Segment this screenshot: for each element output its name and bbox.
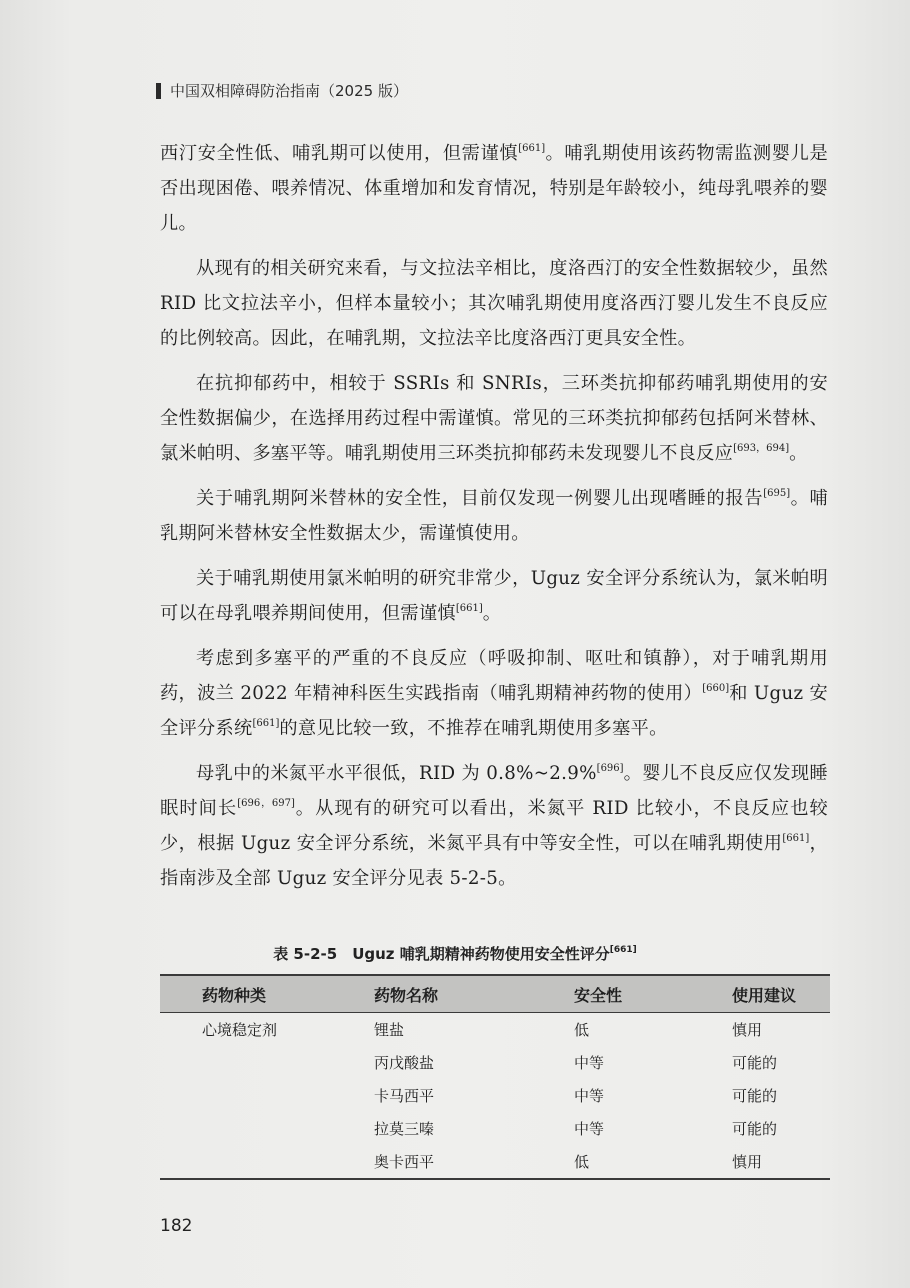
cell-drug-name: 锂盐 [374, 1021, 405, 1039]
table-row [160, 1013, 830, 1047]
cell-drug-name: 丙戊酸盐 [374, 1054, 435, 1072]
running-header [156, 80, 408, 101]
citation: [660] [702, 683, 730, 694]
citation: [661] [609, 945, 637, 955]
header-bar-mark [156, 83, 161, 99]
page-number: 182 [160, 1216, 193, 1236]
cell-safety: 低 [574, 1021, 590, 1039]
paragraph-4: 关于哺乳期阿米替林的安全性，目前仅发现一例婴儿出现嗜睡的报告[695]。哺乳期阿米替林安全性数据太少，需谨慎使用。 [160, 488, 828, 544]
table-row [160, 1112, 830, 1145]
cell-drug-class [160, 1145, 374, 1179]
table-row [160, 1079, 830, 1112]
cell-recommendation: 慎用 [732, 1021, 763, 1039]
cell-drug-class: 心境稳定剂 [202, 1021, 278, 1039]
citation: [661] [455, 603, 483, 614]
table-caption: 表 5-2-5 Uguz 哺乳期精神药物使用安全性评分[661] [273, 945, 637, 963]
cell-recommendation: 可能的 [732, 1054, 778, 1072]
paragraph-6: 考虑到多塞平的严重的不良反应（呼吸抑制、呕吐和镇静），对于哺乳期用药，波兰 2022 年精神科医生实践指南（哺乳期精神药物的使用）[660]和 Uguz 安全评分系统[661]的意见比较一致，不推荐在哺乳期使用多塞平。 [160, 648, 828, 739]
table-header-row [160, 975, 830, 1013]
header-title: 中国双相障碍防治指南（2025 版） [170, 82, 408, 100]
col-header-recommendation: 使用建议 [732, 975, 830, 1013]
cell-drug-class [160, 1046, 374, 1079]
col-header-drug-name: 药物名称 [374, 975, 574, 1013]
table-row [160, 1145, 830, 1179]
paragraph-5: 关于哺乳期使用氯米帕明的研究非常少，Uguz 安全评分系统认为，氯米帕明可以在母乳喂养期间使用，但需谨慎[661]。 [160, 568, 828, 624]
cell-safety: 中等 [574, 1087, 605, 1105]
cell-drug-name: 奥卡西平 [374, 1145, 574, 1179]
cell-recommendation: 可能的 [732, 1087, 778, 1105]
body-text [160, 136, 835, 906]
cell-safety: 中等 [574, 1054, 605, 1072]
cell-safety: 低 [574, 1145, 732, 1179]
cell-recommendation: 可能的 [732, 1120, 778, 1138]
cell-recommendation: 慎用 [732, 1145, 830, 1179]
citation: [693，694] [733, 443, 790, 454]
cell-drug-class [160, 1079, 374, 1112]
citation: [661] [518, 143, 546, 154]
paragraph-1: 西汀安全性低、哺乳期可以使用，但需谨慎[661]。哺乳期使用该药物需监测婴儿是否出现困倦、喂养情况、体重增加和发育情况，特别是年龄较小，纯母乳喂养的婴儿。 [160, 143, 828, 234]
paragraph-2: 从现有的相关研究来看，与文拉法辛相比，度洛西汀的安全性数据较少，虽然 RID 比文拉法辛小，但样本量较小；其次哺乳期使用度洛西汀婴儿发生不良反应的比例较高。因此，在哺乳期，文拉法辛比度洛西汀更具安全性。 [160, 258, 835, 349]
cell-safety: 中等 [574, 1120, 605, 1138]
safety-score-table [160, 974, 830, 1180]
citation: [696，697] [237, 798, 295, 809]
citation: [661] [252, 718, 280, 729]
citation: [696] [596, 763, 624, 774]
col-header-safety: 安全性 [574, 975, 732, 1013]
paragraph-3: 在抗抑郁药中，相较于 SSRIs 和 SNRIs，三环类抗抑郁药哺乳期使用的安全性数据偏少，在选择用药过程中需谨慎。常见的三环类抗抑郁药包括阿米替林、氯米帕明、多塞平等。哺乳期使用三环类抗抑郁药未发现婴儿不良反应[693，694]。 [160, 373, 828, 464]
cell-drug-name: 卡马西平 [374, 1087, 435, 1105]
table-row [160, 1046, 830, 1079]
paragraph-7: 母乳中的米氮平水平很低，RID 为 0.8%~2.9%[696]。婴儿不良反应仅发现睡眠时间长[696，697]。从现有的研究可以看出，米氮平 RID 比较小，不良反应也较少，根据 Uguz 安全评分系统，米氮平具有中等安全性，可以在哺乳期使用[661]，指南涉及全部 Uguz 安全评分见表 5-2-5。 [160, 763, 828, 889]
cell-drug-class [160, 1112, 374, 1145]
cell-drug-name: 拉莫三嗪 [374, 1120, 435, 1138]
citation: [695] [763, 488, 791, 499]
col-header-drug-class: 药物种类 [160, 975, 374, 1013]
citation: [661] [782, 833, 810, 844]
